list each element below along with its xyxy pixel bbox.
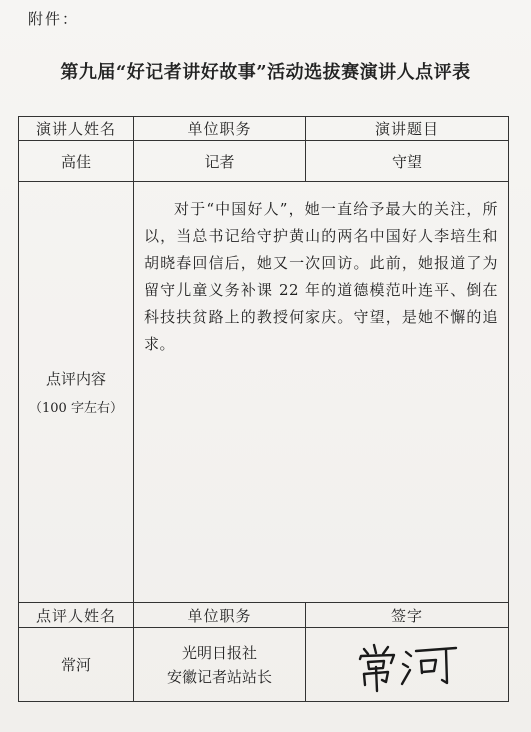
speech-topic-header: 演讲题目 [306, 117, 509, 141]
speech-topic-value: 守望 [306, 141, 509, 182]
reviewer-unit-header: 单位职务 [134, 603, 306, 628]
reviewer-unit-cell [134, 628, 306, 702]
signature-cell [306, 628, 509, 702]
attachment-label: 附件： [28, 10, 80, 28]
reviewer-unit-line1: 光明日报社 [181, 643, 257, 662]
signature-header: 签字 [306, 603, 509, 628]
comment-sublabel: （100 字左右） [29, 401, 123, 416]
comment-content-cell [134, 182, 509, 603]
comment-label-cell [19, 182, 134, 603]
comment-row [19, 182, 509, 603]
review-form-table [18, 116, 509, 702]
reviewer-name-value: 常河 [19, 628, 134, 702]
comment-label: 点评内容 [45, 370, 106, 388]
reviewer-info-row [19, 628, 509, 702]
reviewer-unit-line2: 安徽记者站站长 [166, 667, 272, 686]
speaker-unit-value: 记者 [134, 141, 306, 182]
page-title: 第九届“好记者讲好故事”活动选拔赛演讲人点评表 [60, 62, 471, 83]
reviewer-header-row [19, 603, 509, 628]
handwritten-signature [352, 637, 462, 693]
speaker-header-row [19, 117, 509, 141]
speaker-unit-header: 单位职务 [134, 117, 306, 141]
comment-text: 对于“中国好人”，她一直给予最大的关注，所以，当总书记给守护黄山的两名中国好人李培生和胡晓春回信后，她又一次回访。此前，她报道了为留守儿童义务补课 22 年的道德模范叶连平、倒在科技扶贫路上的教授何家庆。守望，是她不懈的追求。 [144, 200, 498, 353]
speaker-info-row [19, 141, 509, 182]
reviewer-name-header: 点评人姓名 [19, 603, 134, 628]
speaker-name-value: 高佳 [19, 141, 134, 182]
speaker-name-header: 演讲人姓名 [19, 117, 134, 141]
